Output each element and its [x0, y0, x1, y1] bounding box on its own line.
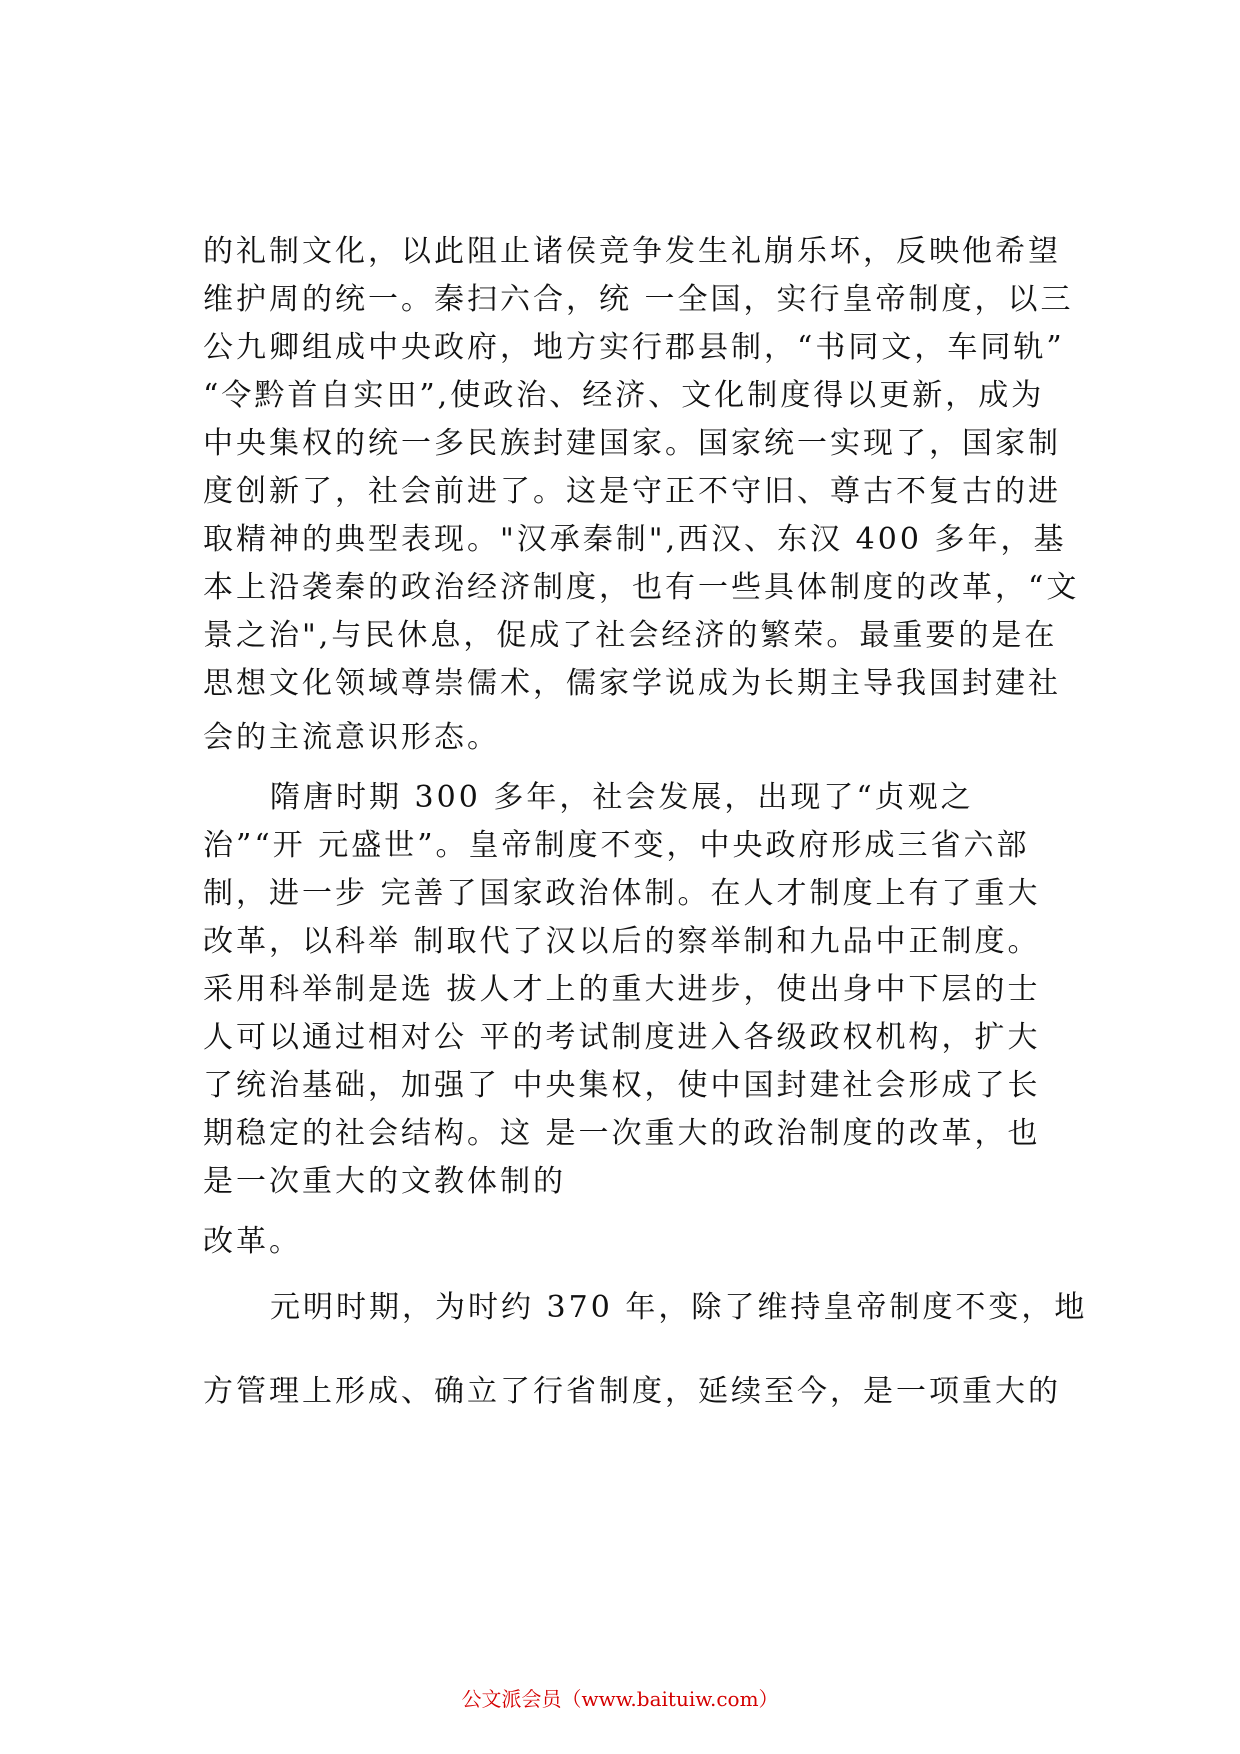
- text-line: 取精神的典型表现。"汉承秦制",西汉、东汉 400 多年，基: [203, 522, 1067, 557]
- text-line: 中央集权的统一多民族封建国家。国家统一实现了，国家制: [203, 426, 1061, 461]
- text-line: 采用科举制是选 拔人才上的重大进步，使出身中下层的士: [203, 972, 1041, 1007]
- text-line: 是一次重大的文教体制的: [203, 1164, 566, 1199]
- text-line: 度创新了，社会前进了。这是守正不守旧、尊古不复古的进: [203, 474, 1061, 509]
- text-line: 景之治",与民休息，促成了社会经济的繁荣。最重要的是在: [203, 618, 1058, 653]
- text-line: 了统治基础，加强了 中央集权，使中国封建社会形成了长: [203, 1068, 1041, 1103]
- text-line: 本上沿袭秦的政治经济制度，也有一些具体制度的改革，“文: [203, 570, 1080, 605]
- text-line: 公九卿组成中央政府，地方实行郡县制，“书同文，车同轨”: [203, 330, 1065, 365]
- text-line: 改革，以科举 制取代了汉以后的察举制和九品中正制度。: [203, 924, 1041, 959]
- text-line: 改革。: [203, 1224, 302, 1259]
- text-line: 隋唐时期 300 多年，社会发展，出现了“贞观之: [270, 780, 974, 815]
- footer-watermark: 公文派会员（www.baituiw.com）: [461, 1687, 779, 1711]
- text-line: 人可以通过相对公 平的考试制度进入各级政权机构，扩大: [203, 1020, 1041, 1055]
- text-line: 会的主流意识形态。: [203, 720, 500, 755]
- text-line: 治”“开 元盛世”。皇帝制度不变，中央政府形成三省六部: [203, 828, 1030, 863]
- text-line: 元明时期，为时约 370 年，除了维持皇帝制度不变，地: [270, 1290, 1088, 1325]
- text-line: 维护周的统一。秦扫六合，统 一全国，实行皇帝制度，以三: [203, 282, 1074, 317]
- text-line: 思想文化领域尊崇儒术，儒家学说成为长期主导我国封建社: [203, 666, 1061, 701]
- text-line: 期稳定的社会结构。这 是一次重大的政治制度的改革，也: [203, 1116, 1041, 1151]
- text-line: “令黔首自实田”,使政治、经济、文化制度得以更新，成为: [203, 378, 1045, 413]
- text-line: 制，进一步 完善了国家政治体制。在人才制度上有了重大: [203, 876, 1041, 911]
- text-line: 的礼制文化，以此阻止诸侯竞争发生礼崩乐坏，反映他希望: [203, 234, 1061, 269]
- text-line: 方管理上形成、确立了行省制度，延续至今，是一项重大的: [203, 1374, 1061, 1409]
